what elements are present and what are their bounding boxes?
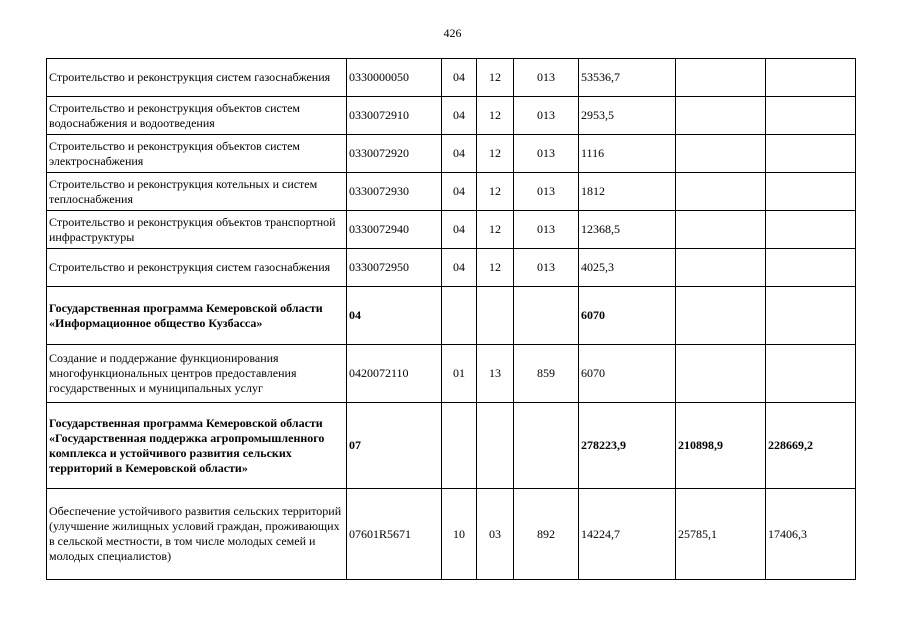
amount-year3-cell [766,173,856,211]
amount-year1-cell: 2953,5 [579,97,676,135]
target-code-cell: 0330072920 [347,135,442,173]
program-name-cell: Строительство и реконструкция объектов систем электроснабжения [47,135,347,173]
program-name-cell: Строительство и реконструкция систем газоснабжения [47,59,347,97]
table-row [47,249,856,287]
amount-year3-cell [766,135,856,173]
target-code-cell: 07 [347,403,442,489]
section-cell: 04 [442,97,477,135]
expense-type-cell: 013 [514,211,579,249]
amount-year2-cell: 210898,9 [676,403,766,489]
section-cell: 01 [442,345,477,403]
expense-type-cell: 013 [514,135,579,173]
subsection-cell: 12 [477,59,514,97]
table-row [47,287,856,345]
subsection-cell: 12 [477,135,514,173]
amount-year3-cell [766,59,856,97]
target-code-cell: 0330000050 [347,59,442,97]
amount-year3-cell [766,97,856,135]
program-name-cell: Строительство и реконструкция котельных и систем теплоснабжения [47,173,347,211]
amount-year3-cell: 228669,2 [766,403,856,489]
subsection-cell: 12 [477,211,514,249]
amount-year3-cell [766,345,856,403]
target-code-cell: 0330072910 [347,97,442,135]
amount-year3-cell [766,249,856,287]
amount-year1-cell: 53536,7 [579,59,676,97]
table-row [47,59,856,97]
subsection-cell: 12 [477,173,514,211]
table-row [47,345,856,403]
target-code-cell: 0330072930 [347,173,442,211]
amount-year1-cell: 6070 [579,345,676,403]
section-cell: 10 [442,489,477,580]
section-cell: 04 [442,249,477,287]
target-code-cell: 0330072950 [347,249,442,287]
page-number: 426 [443,26,462,40]
program-name-cell: Строительство и реконструкция объектов транспортной инфраструктуры [47,211,347,249]
table-row [47,135,856,173]
program-name-cell: Обеспечение устойчивого развития сельских территорий (улучшение жилищных условий граждан, проживающих в сельской местности, в том числе молодых семей и молодых специалистов) [47,489,347,580]
amount-year3-cell [766,287,856,345]
amount-year1-cell: 278223,9 [579,403,676,489]
section-cell [442,403,477,489]
section-cell: 04 [442,211,477,249]
table-body [47,59,856,580]
expense-type-cell: 892 [514,489,579,580]
amount-year1-cell: 1812 [579,173,676,211]
section-cell: 04 [442,173,477,211]
program-name-cell: Государственная программа Кемеровской области «Информационное общество Кузбасса» [47,287,347,345]
budget-table [46,58,856,580]
table-row [47,97,856,135]
amount-year1-cell: 4025,3 [579,249,676,287]
amount-year3-cell: 17406,3 [766,489,856,580]
amount-year3-cell [766,211,856,249]
amount-year1-cell: 14224,7 [579,489,676,580]
amount-year2-cell [676,249,766,287]
program-name-cell: Строительство и реконструкция систем газоснабжения [47,249,347,287]
amount-year2-cell [676,345,766,403]
program-name-cell: Государственная программа Кемеровской области «Государственная поддержка агропромышленного комплекса и устойчивого развития сельских территорий в Кемеровской области» [47,403,347,489]
table-row [47,489,856,580]
amount-year2-cell [676,135,766,173]
amount-year1-cell: 12368,5 [579,211,676,249]
section-cell: 04 [442,135,477,173]
program-name-cell: Создание и поддержание функционирования многофункциональных центров предоставления государственных и муниципальных услуг [47,345,347,403]
program-name-cell: Строительство и реконструкция объектов систем водоснабжения и водоотведения [47,97,347,135]
expense-type-cell: 013 [514,59,579,97]
target-code-cell: 07601R5671 [347,489,442,580]
target-code-cell: 0330072940 [347,211,442,249]
expense-type-cell: 013 [514,173,579,211]
expense-type-cell [514,403,579,489]
subsection-cell [477,287,514,345]
subsection-cell: 13 [477,345,514,403]
subsection-cell [477,403,514,489]
expense-type-cell: 013 [514,249,579,287]
expense-type-cell [514,287,579,345]
target-code-cell: 04 [347,287,442,345]
amount-year1-cell: 1116 [579,135,676,173]
amount-year1-cell: 6070 [579,287,676,345]
amount-year2-cell [676,173,766,211]
amount-year2-cell: 25785,1 [676,489,766,580]
amount-year2-cell [676,287,766,345]
subsection-cell: 03 [477,489,514,580]
amount-year2-cell [676,59,766,97]
target-code-cell: 0420072110 [347,345,442,403]
expense-type-cell: 859 [514,345,579,403]
table-row [47,173,856,211]
subsection-cell: 12 [477,97,514,135]
expense-type-cell: 013 [514,97,579,135]
amount-year2-cell [676,97,766,135]
amount-year2-cell [676,211,766,249]
table-row [47,403,856,489]
table-row [47,211,856,249]
section-cell: 04 [442,59,477,97]
subsection-cell: 12 [477,249,514,287]
section-cell [442,287,477,345]
